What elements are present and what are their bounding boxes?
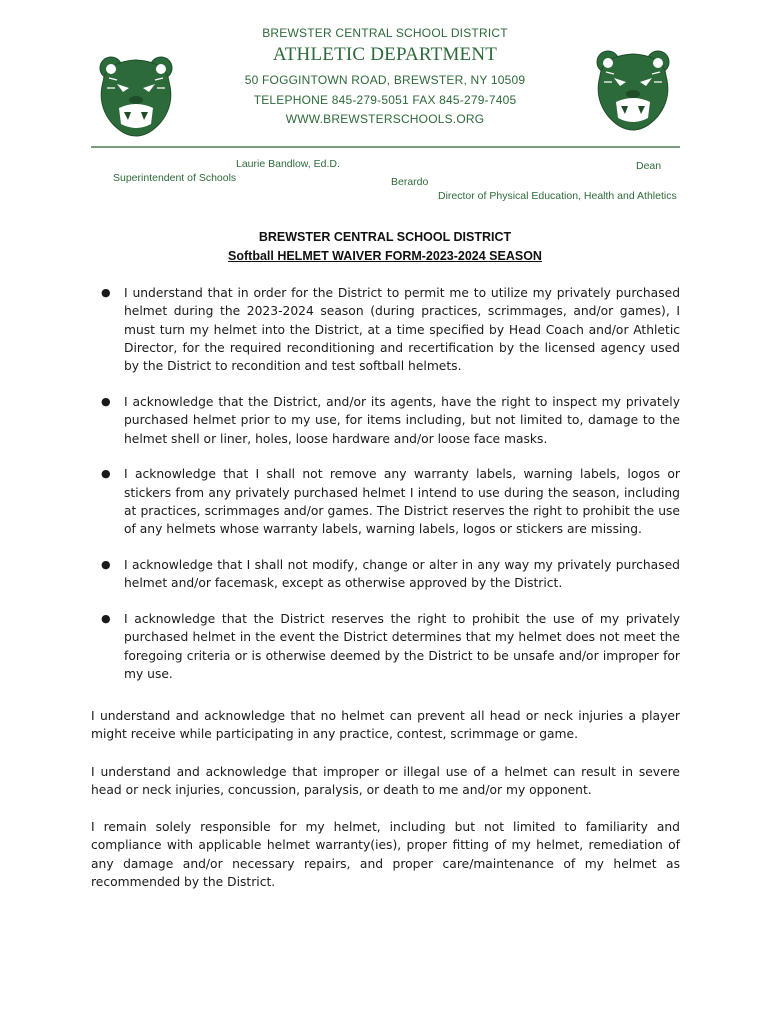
address: 50 FOGGINTOWN ROAD, BREWSTER, NY 10509 xyxy=(244,73,526,87)
list-item-text: I understand that in order for the District to permit me to utilize my privately purchased helmet during the 2023-2024 season (during practices, scrimmages, and/or games), I must turn my helmet into the District, at a time specified by Head Coach and/or Athletic Director, for the required reconditioning and recertification by the licensed agency used by the District to recondition and test softball helmets. xyxy=(124,286,680,374)
director-last-name: Berardo xyxy=(391,176,429,188)
bullet-icon: ● xyxy=(101,467,111,481)
phone-fax: TELEPHONE 845-279-5051 FAX 845-279-7405 xyxy=(253,93,517,107)
district-name: BREWSTER CENTRAL SCHOOL DISTRICT xyxy=(262,26,508,40)
bullet-icon: ● xyxy=(101,286,111,299)
paragraph-injuries: I understand and acknowledge that no helmet can prevent all head or neck injuries a player might receive while participating in any practice, contest, scrimmage or game. xyxy=(91,709,680,742)
list-item xyxy=(91,393,680,448)
superintendent-title: Superintendent of Schools xyxy=(113,172,237,184)
form-title: BREWSTER CENTRAL SCHOOL DISTRICT xyxy=(258,230,512,244)
form-subtitle: Softball HELMET WAIVER FORM-2023-2024 SEASON xyxy=(228,249,542,263)
list-item-text: I acknowledge that the District reserves the right to prohibit the use of my privately purchased helmet in the event the District determines that my helmet does not meet the foregoing criteria or is otherwise deemed by the District to be unsafe and/or improper for my use. xyxy=(124,612,680,682)
list-item-text: I acknowledge that I shall not remove any warranty labels, warning labels, logos or stickers from any privately purchased helmet I intend to use during the season, including at practices, scrimmages and/or games. The District reserves the right to prohibit the use of any helmets whose warranty labels, warning labels, logos or stickers are missing. xyxy=(124,467,680,537)
list-item xyxy=(91,556,680,593)
bullet-icon: ● xyxy=(101,394,111,408)
paragraph-improper-use: I understand and acknowledge that improper or illegal use of a helmet can result in severe head or neck injuries, concussion, paralysis, or death to me and/or my opponent. xyxy=(91,765,680,798)
acknowledgement-list xyxy=(91,284,680,701)
list-item xyxy=(91,284,680,375)
bullet-icon: ● xyxy=(101,612,111,626)
website-link[interactable]: WWW.BREWSTERSCHOOLS.ORG xyxy=(285,112,485,126)
list-item xyxy=(91,610,680,683)
header-divider xyxy=(91,146,680,148)
department-name: ATHLETIC DEPARTMENT xyxy=(272,44,498,65)
list-item-text: I acknowledge that the District, and/or its agents, have the right to inspect my privately purchased helmet prior to my use, for items including, but not limited to, damage to the helmet shell or liner, holes, loose hardware and/or loose face masks. xyxy=(124,394,680,446)
list-item xyxy=(91,465,680,538)
paragraph-responsibility: I remain solely responsible for my helmet, including but not limited to familiarity and compliance with applicable helmet warranty(ies), proper fitting of my helmet, remediation of any damage and/or necessary repairs, and proper care/maintenance of my helmet as recommended by the District. xyxy=(91,820,680,889)
director-first-name: Dean xyxy=(636,160,662,172)
superintendent-name: Laurie Bandlow, Ed.D. xyxy=(236,158,340,170)
director-title: Director of Physical Education, Health and Athletics xyxy=(438,190,677,202)
list-item-text: I acknowledge that I shall not modify, change or alter in any way my privately purchased helmet and/or facemask, except as otherwise approved by the District. xyxy=(124,558,680,591)
bullet-icon: ● xyxy=(101,558,111,572)
